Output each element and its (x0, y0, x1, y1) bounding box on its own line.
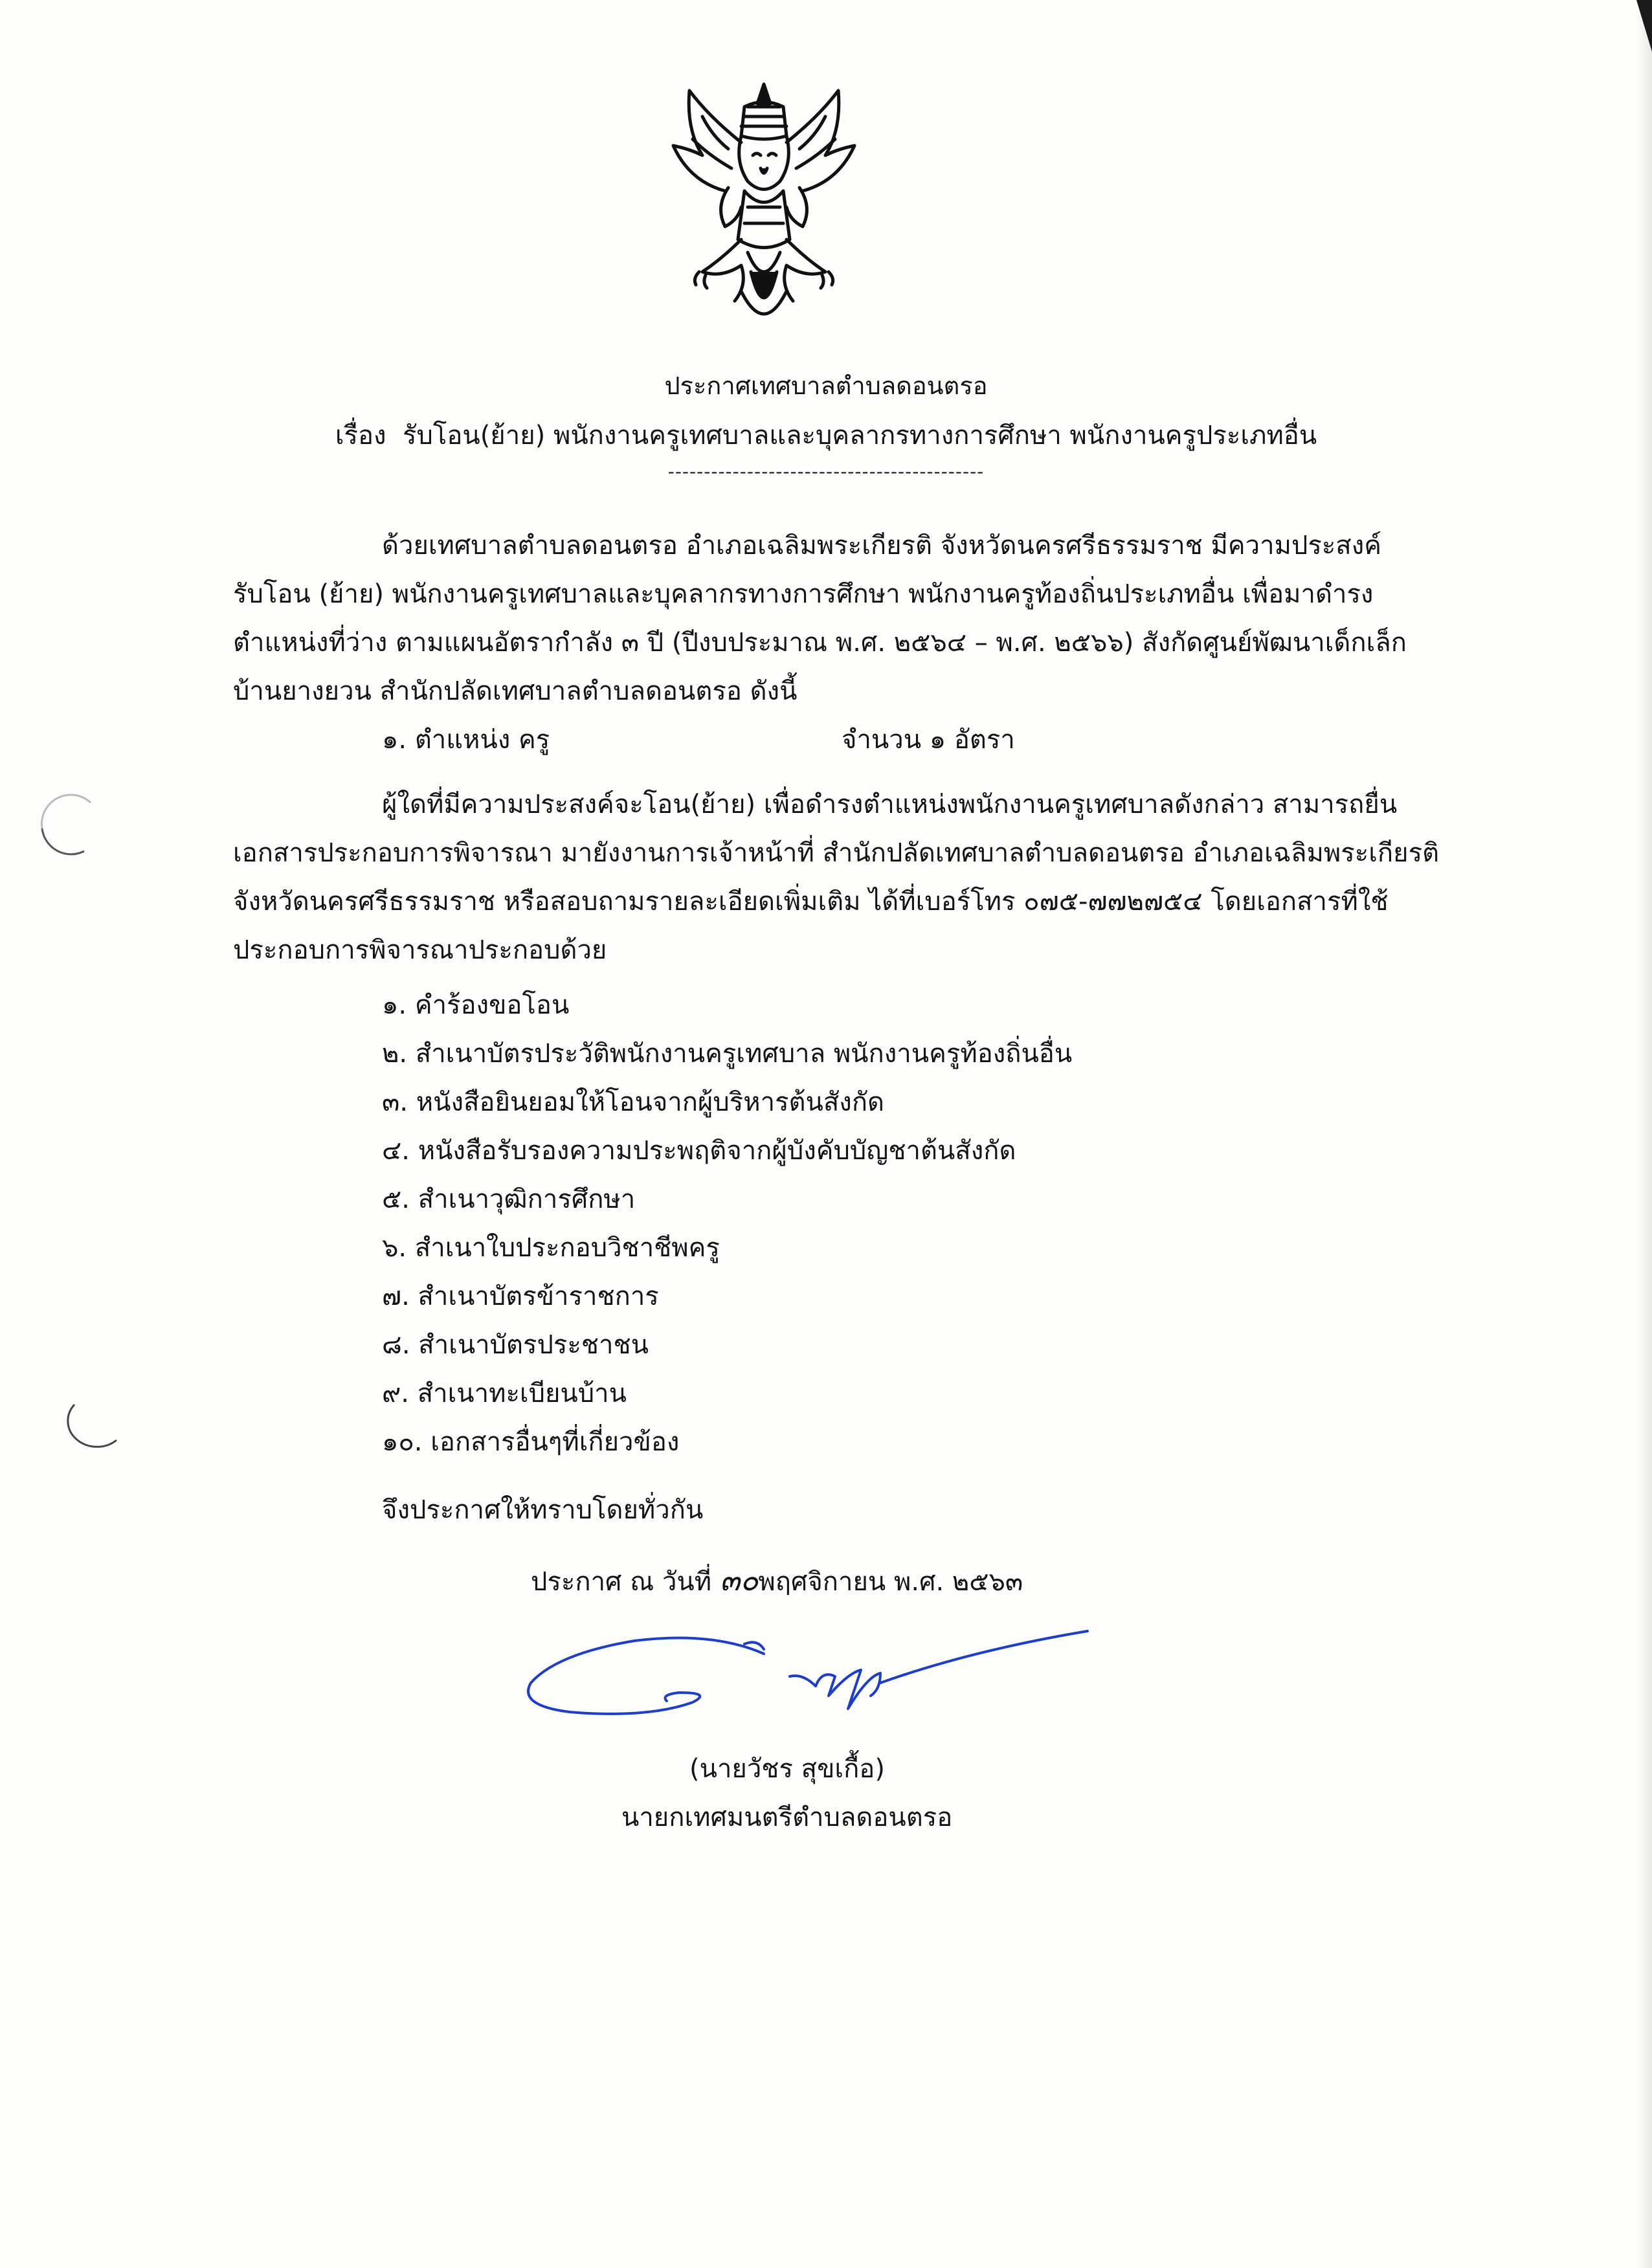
paragraph-1-line: รับโอน (ย้าย) พนักงานครูเทศบาลและบุคลากรทางการศึกษา พนักงานครูท้องถิ่นประเภทอื่น เพื่อมาดำรง (233, 579, 1374, 609)
page-edge-shadow (1636, 0, 1652, 2268)
garuda-emblem-icon (664, 78, 864, 337)
position-item: ๑. ตำแหน่ง ครู (382, 725, 550, 755)
paragraph-1-line: ด้วยเทศบาลตำบลดอนตรอ อำเภอเฉลิมพระเกียรติ จังหวัดนครศรีธรรมราช มีความประสงค์ (382, 531, 1382, 561)
paragraph-2-line: ผู้ใดที่มีความประสงค์จะโอน(ย้าย) เพื่อดำรงตำแหน่งพนักงานครูเทศบาลดังกล่าว สามารถยื่น (382, 790, 1398, 819)
date-day-handwritten: ๓๐ (719, 1562, 759, 1597)
document-list-item: ๗. สำเนาบัตรข้าราชการ (382, 1282, 659, 1311)
date-prefix: ประกาศ ณ วันที่ (531, 1567, 712, 1597)
document-list-item: ๘. สำเนาบัตรประชาชน (382, 1330, 649, 1360)
paragraph-1-line: ตำแหน่งที่ว่าง ตามแผนอัตรากำลัง ๓ ปี (ปีงบประมาณ พ.ศ. ๒๕๖๔ – พ.ศ. ๒๕๖๖) สังกัดศูนย์พัฒนาเด็กเล็ก (233, 628, 1407, 658)
signatory-title: นายกเทศมนตรีตำบลดอนตรอ (621, 1803, 953, 1832)
document-list-item: ๒. สำเนาบัตรประวัติพนักงานครูเทศบาล พนักงานครูท้องถิ่นอื่น (382, 1039, 1073, 1069)
punch-hole-mark (61, 1395, 133, 1453)
subject-text: รับโอน(ย้าย) พนักงานครูเทศบาลและบุคลากรทางการศึกษา พนักงานครูประเภทอื่น (402, 421, 1317, 450)
document-list-item: ๔. หนังสือรับรองความประพฤติจากผู้บังคับบัญชาต้นสังกัด (382, 1136, 1016, 1166)
position-count: จำนวน ๑ อัตรา (842, 725, 1015, 755)
announcement-date (531, 1557, 1023, 1604)
announcement-title: ประกาศเทศบาลตำบลดอนตรอ (664, 372, 988, 400)
document-list-item: ๑๐. เอกสารอื่นๆที่เกี่ยวข้อง (382, 1427, 680, 1457)
punch-hole-mark (29, 790, 100, 861)
document-list-item: ๓. หนังสือยินยอมให้โอนจากผู้บริหารต้นสังกัด (382, 1087, 885, 1117)
document-list-item: ๙. สำเนาทะเบียนบ้าน (382, 1379, 627, 1408)
paragraph-1-line: บ้านยางยวน สำนักปลัดเทศบาลตำบลดอนตรอ ดังนี้ (233, 676, 798, 706)
title-divider: -------------------------------------------- (667, 461, 985, 482)
paragraph-2-line: จังหวัดนครศรีธรรมราช หรือสอบถามรายละเอียดเพิ่มเติม ได้ที่เบอร์โทร ๐๗๕-๗๗๒๗๕๔ โดยเอกสารที่ใช้ (233, 887, 1389, 917)
document-list-item: ๑. คำร้องขอโอน (382, 990, 570, 1020)
document-list-item: ๕. สำเนาวุฒิการศึกษา (382, 1184, 636, 1214)
handwritten-signature (518, 1625, 1100, 1735)
closing-statement: จึงประกาศให้ทราบโดยทั่วกัน (382, 1495, 704, 1525)
date-rest: พฤศจิกายน พ.ศ. ๒๕๖๓ (758, 1567, 1023, 1597)
paragraph-2-line: ประกอบการพิจารณาประกอบด้วย (233, 935, 607, 965)
document-list-item: ๖. สำเนาใบประกอบวิชาชีพครู (382, 1233, 720, 1263)
signatory-name: (นายวัชร สุขเกื้อ) (689, 1754, 885, 1784)
subject-label: เรื่อง (335, 421, 386, 450)
paragraph-2-line: เอกสารประกอบการพิจารณา มายังงานการเจ้าหน้าที่ สำนักปลัดเทศบาลตำบลดอนตรอ อำเภอเฉลิมพระเกียรติ (233, 838, 1440, 868)
announcement-subject (0, 414, 1652, 456)
